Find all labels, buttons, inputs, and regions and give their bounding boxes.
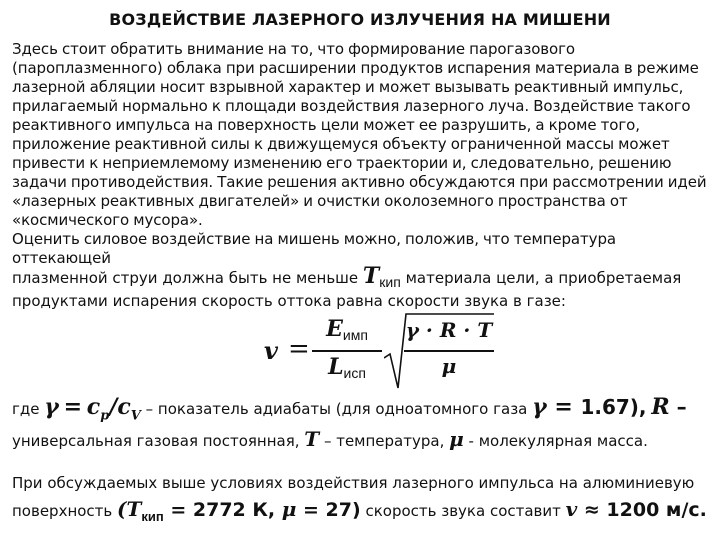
sound-numerator: γ · R · T: [405, 318, 493, 342]
conditions-line: При обсуждаемых выше условиях воздействия лазерного импульса на алюминиевую: [12, 474, 695, 492]
paragraph-intro: Здесь стоит обратить внимание на то, что формирование парогазового (пароплазменного) облака при расширении продуктов испарения материала в режиме лазерной абляции носит взрывной характер и может вызывать реактивный импульс, прилагаемый нормально к площади воздействия лазерного луча. Воздействие такого реактивного импульса на поверхность цели может ее разрушить, а кроме того, приложение реактивной силы к движущемуся объекту ограниченной массы может привести к неприемлемому изменению его траектории и, следовательно, решению задачи противодействия. Такие решения активно обсуждаются при рассмотрении идей «лазерных реактивных двигателей» и очистки околоземного пространства от «космического мусора».: [12, 40, 707, 229]
fraction-bar: [312, 350, 382, 352]
outflow-line: продуктами испарения скорость оттока равна скорости звука в газе:: [12, 292, 566, 310]
definitions-line: где $\gamma = c_p/c_V$ – показатель адиабаты (для одноатомного газа γ = 1.67), R –: [12, 394, 687, 424]
temperature-line-after: материала цели, а приобретаемая: [405, 269, 682, 287]
cv-symbol: $c_V$: [117, 394, 141, 424]
velocity-formula: [258, 312, 493, 392]
sound-denominator: μ: [441, 354, 457, 378]
energy-fraction: [312, 316, 382, 386]
sound-fraction: [404, 318, 494, 384]
formula-equals: =: [288, 334, 310, 364]
fraction-bar: [404, 350, 494, 352]
cp-symbol: $c_p$: [86, 394, 110, 424]
page-title: ВОЗДЕЙСТВИЕ ЛАЗЕРНОГО ИЗЛУЧЕНИЯ НА МИШЕНИ: [109, 10, 611, 29]
definitions-line-2: универсальная газовая постоянная, T – температура, μ - молекулярная масса.: [12, 427, 648, 451]
formula-v: v: [264, 336, 278, 365]
energy-denominator: $L_{исп}$: [328, 354, 366, 381]
temperature-line-before: плазменной струи должна быть не меньше: [12, 269, 359, 287]
body-text: [12, 40, 712, 268]
t-boil-value-symbol: $T_{кип}$: [126, 497, 164, 524]
paragraph-estimate: Оценить силовое воздействие на мишень можно, положив, что температура оттекающей: [12, 230, 616, 267]
mu-symbol: μ: [449, 427, 464, 451]
t-boil-symbol: $T_{кип}$: [362, 263, 401, 290]
gamma-symbol: γ: [44, 394, 59, 420]
result-line: поверхность ($T_{кип} = 2772$ К, μ = 27) скорость звука составит v ≈ 1200 м/с.: [12, 497, 707, 524]
energy-numerator: $E_{имп}$: [326, 316, 368, 343]
temperature-line: [12, 263, 681, 290]
t-symbol: T: [304, 427, 320, 451]
r-symbol: R: [651, 394, 670, 420]
